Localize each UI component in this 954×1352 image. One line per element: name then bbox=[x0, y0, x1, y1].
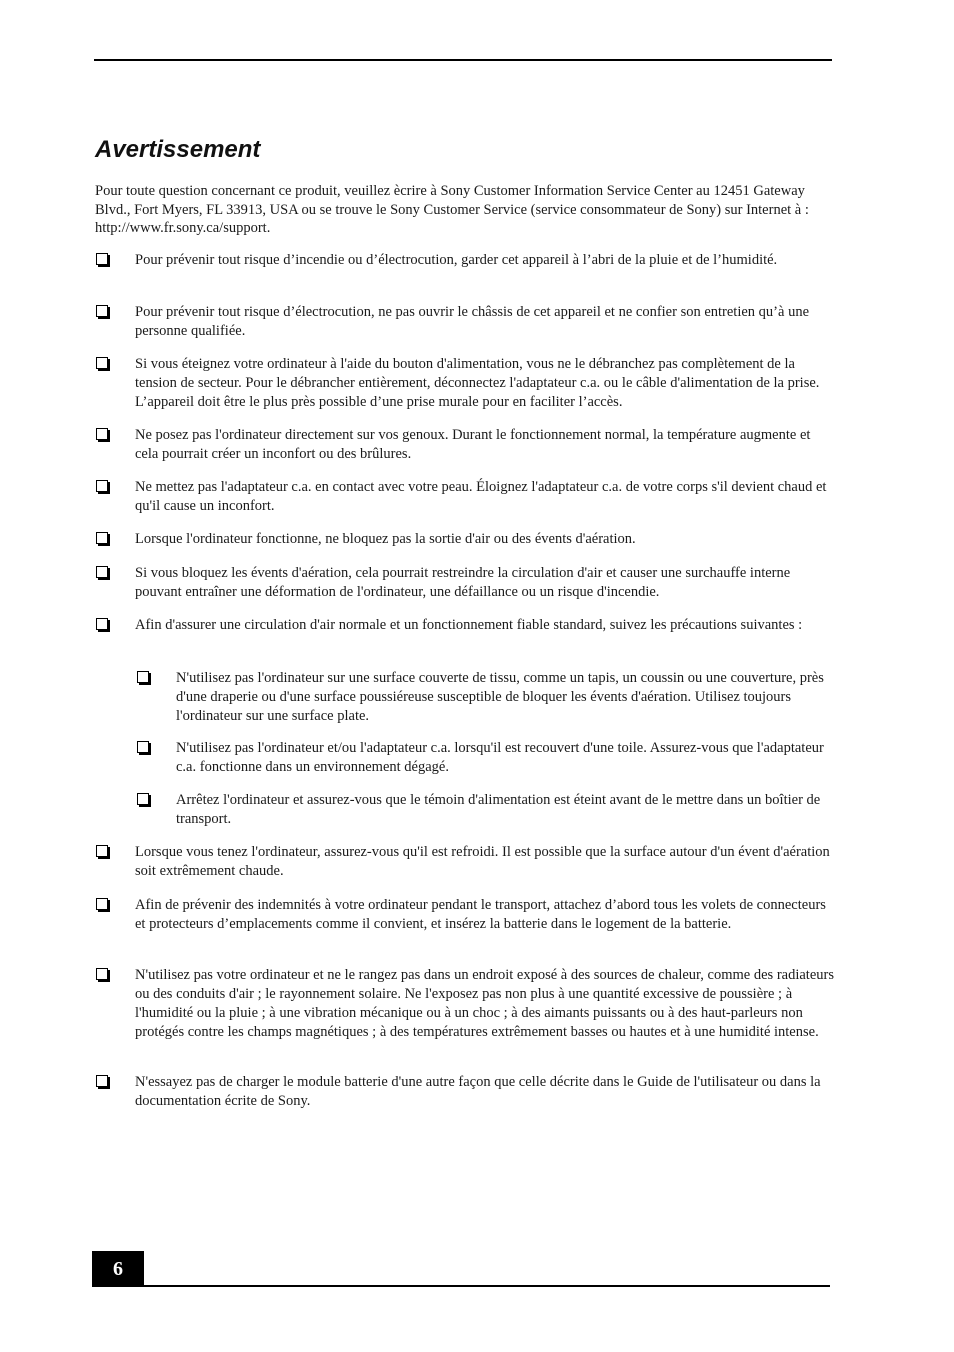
sub-list-item bbox=[136, 739, 835, 777]
list-item bbox=[95, 303, 835, 341]
checkbox-bullet-icon bbox=[96, 898, 108, 910]
checkbox-bullet-icon bbox=[96, 566, 108, 578]
list-item-text: Arrêtez l'ordinateur et assurez-vous que le témoin d'alimentation est éteint avant de le mettre dans un boîtier de transport. bbox=[176, 792, 821, 827]
list-item bbox=[95, 616, 835, 635]
list-item-text: Ne mettez pas l'adaptateur c.a. en contact avec votre peau. Éloignez l'adaptateur c.a. de votre corps s'il devient chaud et qu'il cause un inconfort. bbox=[135, 479, 827, 514]
list-item bbox=[95, 355, 835, 412]
list-item-text: N'utilisez pas l'ordinateur et/ou l'adaptateur c.a. lorsqu'il est recouvert d'une toile. Assurez-vous que l'adaptateur c.a. fonctionne dans un environnement dégagé. bbox=[176, 740, 824, 775]
list-item-text: Ne posez pas l'ordinateur directement sur vos genoux. Durant le fonctionnement normal, la température augmente et cela pourrait créer un inconfort ou des brûlures. bbox=[135, 427, 811, 462]
list-item-text: N'utilisez pas votre ordinateur et ne le rangez pas dans un endroit exposé à des sources de chaleur, comme des radiateurs ou des conduits d'air ; le rayonnement solaire. Ne l'exposez pas non plus à une quantité excessive de poussière ; à l'humidité ou la pluie ; à une vibration mécanique ou à un choc ; à des aimants puissants ou à des haut-parleurs non protégés contre les champs magnétiques ; à des températures extrêmement basses ou hautes et à une humidité intense. bbox=[135, 967, 834, 1040]
sub-list-item bbox=[136, 791, 835, 829]
list-item-text: Afin d'assurer une circulation d'air normale et un fonctionnement fiable standard, suivez les précautions suivantes : bbox=[135, 617, 803, 633]
checkbox-bullet-icon bbox=[96, 618, 108, 630]
list-item bbox=[95, 530, 835, 549]
page-number: 6 bbox=[92, 1251, 144, 1287]
intro-paragraph: Pour toute question concernant ce produit, veuillez ècrire à Sony Customer Information Service Center au 12451 Gateway Blvd., Fort Myers, FL 33913, USA ou se trouve le Sony Customer Service (service consommateur de Sony) sur Internet à : http://www.fr.sony.ca/support. bbox=[95, 183, 809, 236]
list-item-text: Si vous éteignez votre ordinateur à l'aide du bouton d'alimentation, vous ne le débranchez pas complètement de la tension de secteur. Pour le débrancher entièrement, déconnectez l'adaptateur c.a. ou le câble d'alimentation de la prise. L’appareil doit être le plus près possible d’une prise murale pour en faciliter l’accès. bbox=[135, 356, 820, 410]
list-item-text: Lorsque vous tenez l'ordinateur, assurez-vous qu'il est refroidi. Il est possible que la surface autour d'un évent d'aération soit extrêmement chaude. bbox=[135, 844, 830, 879]
list-item-text: N'utilisez pas l'ordinateur sur une surface couverte de tissu, comme un tapis, un coussin ou une couverture, près d'une draperie ou d'une surface poussiéreuse susceptible de bloquer les évents d'aération. Utilisez toujours l'ordinateur sur une surface plate. bbox=[176, 670, 824, 724]
list-item bbox=[95, 966, 835, 1042]
checkbox-bullet-icon bbox=[96, 357, 108, 369]
list-item bbox=[95, 564, 835, 602]
list-item bbox=[95, 251, 835, 270]
checkbox-bullet-icon bbox=[137, 793, 149, 805]
list-item bbox=[95, 426, 835, 464]
list-item-text: Lorsque l'ordinateur fonctionne, ne bloquez pas la sortie d'air ou des évents d'aération. bbox=[135, 531, 636, 547]
list-item-text: Afin de prévenir des indemnités à votre ordinateur pendant le transport, attachez d’abord tous les volets de connecteurs et protecteurs d’emplacements comme il convient, et insérez la batterie dans le logement de la batterie. bbox=[135, 897, 826, 932]
list-item-text: Pour prévenir tout risque d’électrocution, ne pas ouvrir le châssis de cet appareil et ne confier son entretien qu’à une personne qualifiée. bbox=[135, 304, 810, 339]
checkbox-bullet-icon bbox=[137, 741, 149, 753]
list-item-text: Pour prévenir tout risque d’incendie ou d’électrocution, garder cet appareil à l’abri de la pluie et de l’humidité. bbox=[135, 252, 778, 268]
checkbox-bullet-icon bbox=[96, 428, 108, 440]
checkbox-bullet-icon bbox=[96, 253, 108, 265]
list-item bbox=[95, 478, 835, 516]
checkbox-bullet-icon bbox=[137, 671, 149, 683]
checkbox-bullet-icon bbox=[96, 532, 108, 544]
checkbox-bullet-icon bbox=[96, 968, 108, 980]
list-item-text: N'essayez pas de charger le module batterie d'une autre façon que celle décrite dans le Guide de l'utilisateur ou dans la documentation écrite de Sony. bbox=[135, 1074, 821, 1109]
checkbox-bullet-icon bbox=[96, 845, 108, 857]
checkbox-bullet-icon bbox=[96, 480, 108, 492]
list-item-text: Si vous bloquez les évents d'aération, cela pourrait restreindre la circulation d'air et causer une surchauffe interne pouvant entraîner une déformation de l'ordinateur, une défaillance ou un risque d'incendie. bbox=[135, 565, 791, 600]
list-item bbox=[95, 843, 835, 881]
sub-list-item bbox=[136, 669, 835, 726]
checkbox-bullet-icon bbox=[96, 1075, 108, 1087]
list-item bbox=[95, 1073, 835, 1111]
bottom-rule bbox=[144, 1285, 830, 1287]
page-title: Avertissement bbox=[95, 136, 261, 163]
top-rule bbox=[94, 59, 832, 61]
checkbox-bullet-icon bbox=[96, 305, 108, 317]
list-item bbox=[95, 896, 835, 934]
